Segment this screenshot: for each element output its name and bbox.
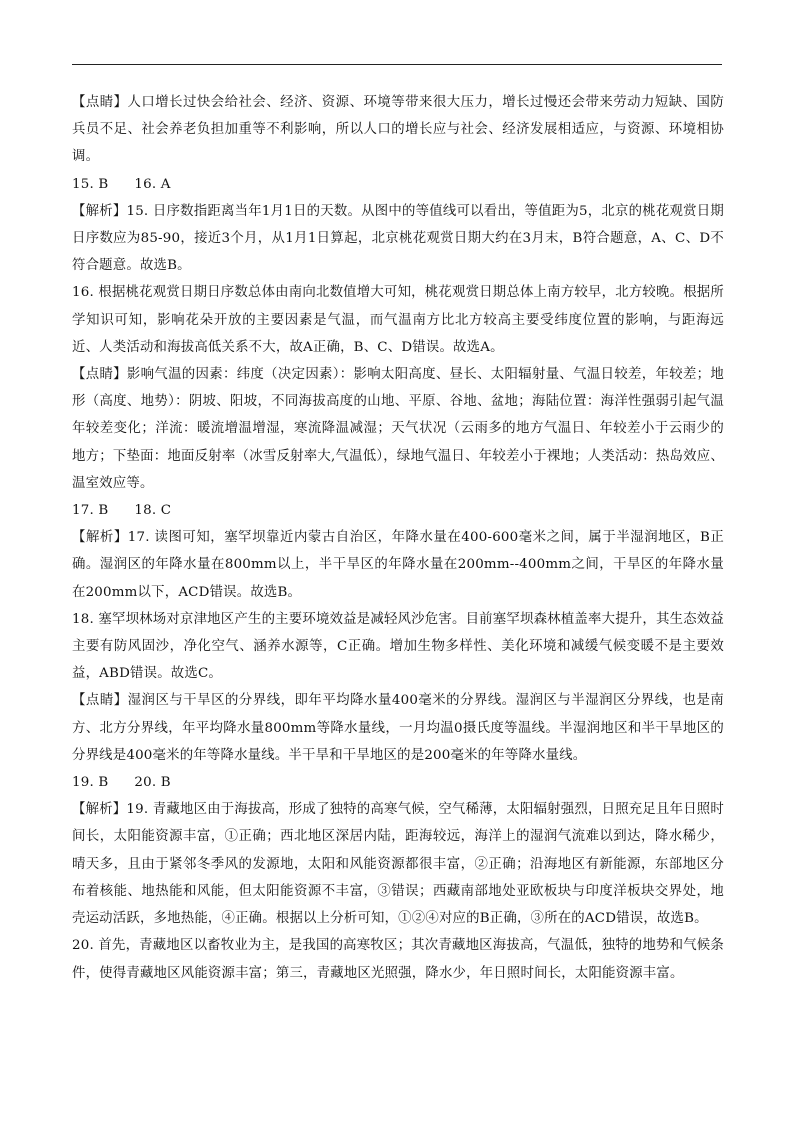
document-body [72,89,724,987]
dianjing-paragraph-precipitation: 【点睛】湿润区与干旱区的分界线，即年平均降水量400毫米的分界线。湿润区与半湿润区分界线，也是南方、北方分界线，年平均降水量800mm等降水量线，一月均温0摄氏度等温线。半湿润地区和半干旱地区的分界线是400毫米的年等降水量线。半干旱和干旱地区的是200毫米的年等降水量线。 [72,693,724,763]
jiexi-paragraph-19: 【解析】19. 青藏地区由于海拔高，形成了独特的高寒气候，空气稀薄，太阳辐射强烈，日照充足且年日照时间长，太阳能资源丰富，①正确；西北地区深居内陆，距海较远，海洋上的湿润气流难以到达，降水稀少，晴天多，且由于紧邻冬季风的发源地，太阳和风能资源都很丰富，②正确；沿海地区有新能源，东部地区分布着核能、地热能和风能，但太阳能资源不丰富，③错误；西藏南部地处亚欧板块与印度洋板块交界处，地壳运动活跃，多地热能，④正确。根据以上分析可知，①②④对应的B正确，③所在的ACD错误，故选B。 [72,802,724,927]
answer-16: 16. A [134,176,171,192]
jiexi-paragraph-17: 【解析】17. 读图可知，塞罕坝靠近内蒙古自治区，年降水量在400-600毫米之间，属于半湿润地区，B正确。湿润区的年降水量在800mm以上，半干旱区的年降水量在200mm--400mm之间，干旱区的年降水量在200mm以下，ACD错误。故选B。 [72,530,724,600]
jiexi-paragraph-15: 【解析】15. 日序数指距离当年1月1日的天数。从图中的等值线可以看出，等值距为5，北京的桃花观赏日期日序数应为85-90，接近3个月，从1月1日算起，北京桃花观赏日期大约在3月末，B符合题意，A、C、D不符合题意。故选B。 [72,203,724,274]
dianjing-paragraph-temperature: 【点睛】影响气温的因素：纬度（决定因素）：影响太阳高度、昼长、太阳辐射量、气温日较差，年较差；地形（高度、地势）：阴坡、阳坡，不同海拔高度的山地、平原、谷地、盆地；海陆位置：海洋性强弱引起气温年较差变化；洋流：暖流增温增湿，寒流降温减湿；天气状况（云雨多的地方气温日、年较差小于云雨少的地方；下垫面：地面反射率（冰雪反射率大,气温低），绿地气温日、年较差小于裸地；人类活动：热岛效应、温室效应等。 [72,367,724,491]
answer-19: 19. B [72,775,109,791]
answer-18: 18. C [134,503,172,519]
answer-17: 17. B [72,503,109,519]
header-rule [72,64,722,65]
answer-15: 15. B [72,176,109,192]
answer-line-19-20 [72,769,724,796]
jiexi-paragraph-20: 20. 首先，青藏地区以畜牧业为主，是我国的高寒牧区；其次青藏地区海拔高，气温低，独特的地势和气候条件，使得青藏地区风能资源丰富；第三，青藏地区光照强，降水少，年日照时间长，太阳能资源丰富。 [72,938,724,981]
dianjing-paragraph-population: 【点睛】人口增长过快会给社会、经济、资源、环境等带来很大压力，增长过慢还会带来劳动力短缺、国防兵员不足、社会养老负担加重等不利影响，所以人口的增长应与社会、经济发展相适应，与资源、环境相协调。 [72,95,724,165]
jiexi-paragraph-18: 18. 塞罕坝林场对京津地区产生的主要环境效益是减轻风沙危害。目前塞罕坝森林植盖率大提升，其生态效益主要有防风固沙，净化空气、涵养水源等，C正确。增加生物多样性、美化环境和减缓气候变暖不是主要效益，ABD错误。故选C。 [72,611,724,682]
answer-line-15-16 [72,171,724,198]
jiexi-paragraph-16: 16. 根据桃花观赏日期日序数总体由南向北数值增大可知，桃花观赏日期总体上南方较早，北方较晚。根据所学知识可知，影响花朵开放的主要因素是气温，而气温南方比北方较高主要受纬度位置的影响，与距海远近、人类活动和海拔高低关系不大，故A正确，B、C、D错误。故选A。 [72,285,724,355]
answer-20: 20. B [134,775,171,791]
answer-line-17-18 [72,497,724,524]
